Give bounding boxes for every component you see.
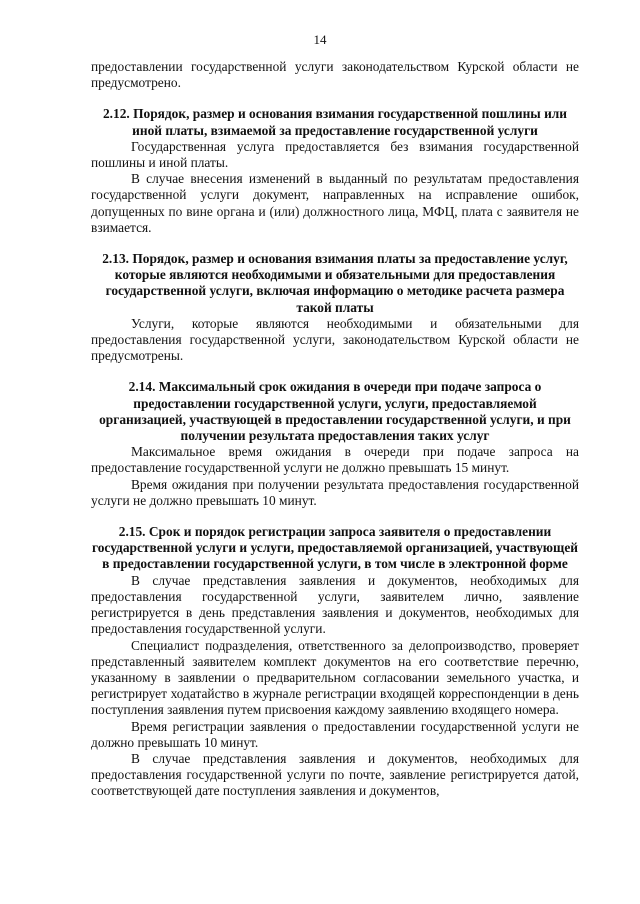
paragraph: Время регистрации заявления о предоставлении государственной услуги не должно превышать 10 минут. (91, 718, 579, 750)
paragraph: Государственная услуга предоставляется без взимания государственной пошлины и иной платы. (91, 138, 579, 171)
paragraph: В случае представления заявления и документов, необходимых для предоставления государственной услуги по почте, заявление регистрируется датой, соответствующей дате поступления заявления и документов, (91, 750, 579, 799)
section-heading: 2.12. Порядок, размер и основания взимания государственной пошлины или иной платы, взимаемой за предоставление государственной услуги (102, 106, 568, 138)
section-heading: 2.14. Максимальный срок ожидания в очереди при подаче запроса о предоставлении государственной услуги, услуги, предоставляемой организацией, участвующей в предоставлении государственной услуги, и при получении результата предоставления таких услуг (99, 379, 571, 444)
section-spacer (91, 236, 579, 251)
page-number: 14 (313, 32, 327, 47)
paragraph: предоставлении государственной услуги законодательством Курской области не предусмотрено. (91, 59, 579, 91)
paragraph: Специалист подразделения, ответственного за делопроизводство, проверяет представленный заявителем комплект документов на его соответствие перечню, указанному в заявлении о предварительном согласовании земельного участка, и регистрирует ходатайство в журнале регистрации входящей корреспонденции в день поступления заявления путем присвоения каждому заявлению входящего номера. (91, 637, 579, 718)
paragraph: Время ожидания при получении результата предоставления государственной услуги не должно превышать 10 минут. (91, 476, 579, 508)
section-heading: 2.13. Порядок, размер и основания взимания платы за предоставление услуг, которые являются необходимыми и обязательными для предоставления государственной услуги, включая информацию о методике расчета размера такой платы (102, 251, 568, 315)
section-spacer (91, 91, 579, 106)
section-spacer (91, 364, 579, 379)
section-spacer (91, 509, 579, 524)
paragraph: Услуги, которые являются необходимыми и обязательными для предоставления государственной услуги, законодательством Курской области не предусмотрены. (91, 315, 579, 364)
paragraph: В случае представления заявления и документов, необходимых для предоставления государственной услуги, заявителем лично, заявление регистрируется в день представления заявления и документов, необходимых для предоставления государственной услуги. (91, 572, 579, 637)
document-body (91, 59, 579, 800)
section-heading: 2.15. Срок и порядок регистрации запроса заявителя о предоставлении государственной услуги и услуги, предоставляемой организацией, участвующей в предоставлении государственной услуги, в том числе в электронной форме (91, 524, 578, 572)
paragraph: В случае внесения изменений в выданный по результатам предоставления государственной услуги документ, направленных на исправление ошибок, допущенных по вине органа и (или) должностного лица, МФЦ, плата с заявителя не взимается. (91, 171, 579, 235)
paragraph: Максимальное время ожидания в очереди при подаче запроса на предоставление государственной услуги не должно превышать 15 минут. (91, 444, 579, 476)
